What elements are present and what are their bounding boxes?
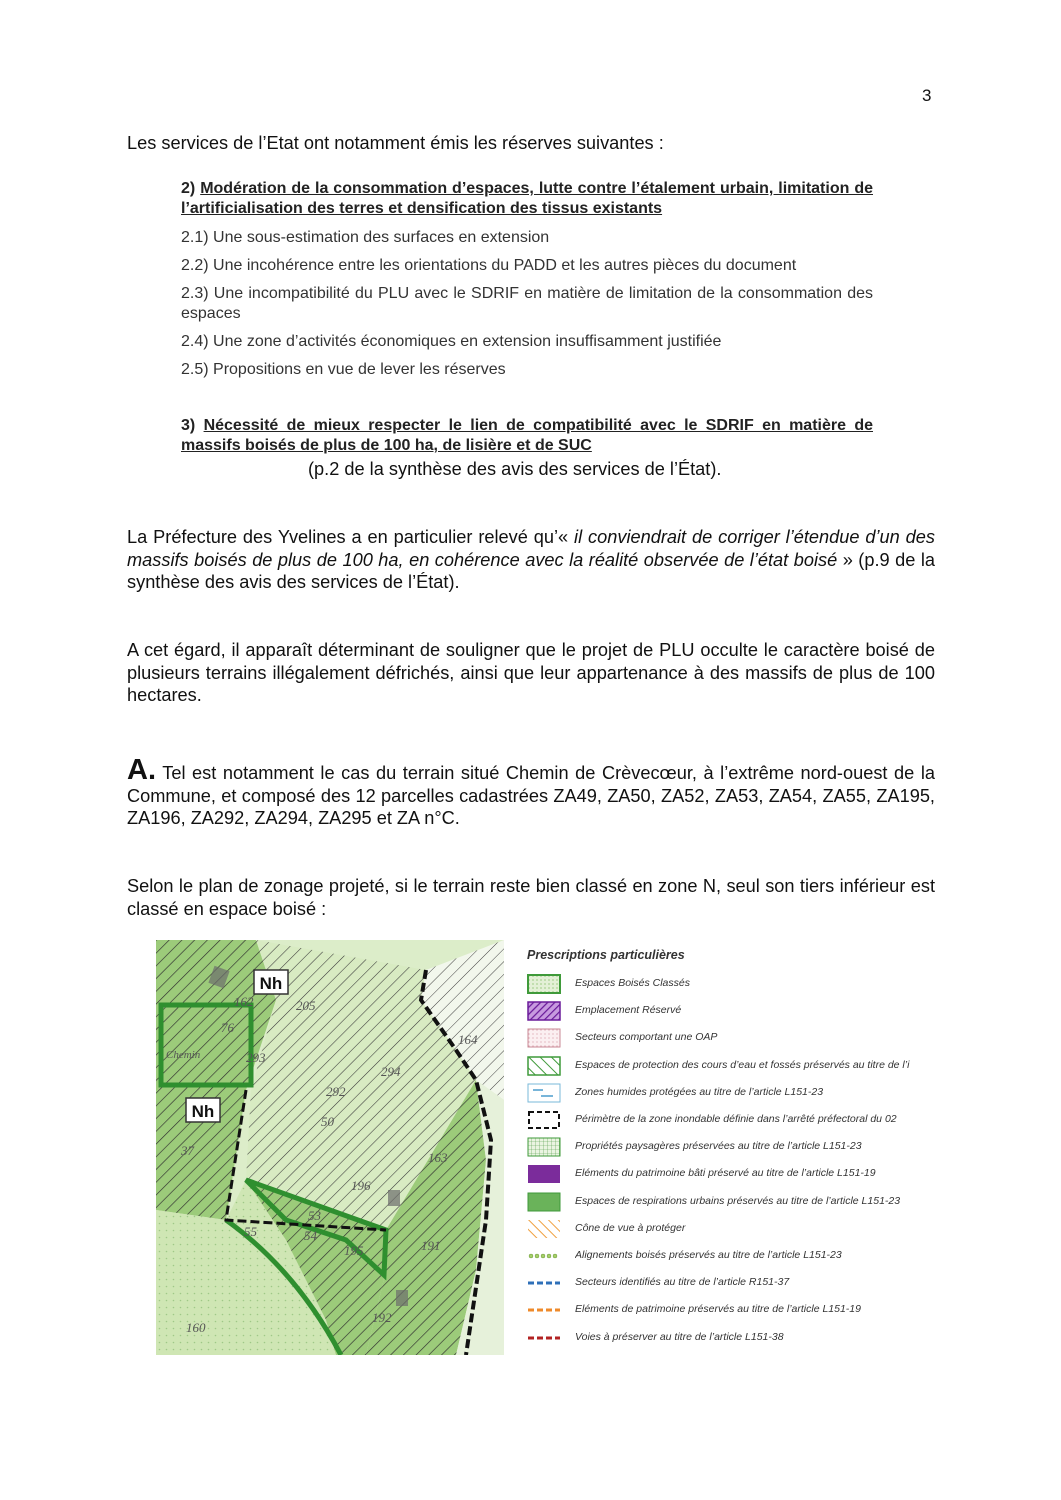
parcel-number: 205: [296, 998, 316, 1013]
legend-item-humide: [527, 1083, 927, 1105]
legend-item-cours: [527, 1056, 927, 1078]
legend-label: Emplacement Réservé: [575, 1004, 682, 1017]
legend-label: Cône de vue à protéger: [575, 1221, 686, 1234]
parcel-number: Chemin: [166, 1049, 201, 1061]
legend-swatch-oap: [527, 1028, 561, 1048]
legend-label: Périmètre de la zone inondable définie dans l’arrêté préfectoral du 02: [575, 1113, 897, 1125]
map-legend: [522, 948, 922, 1358]
legend-swatch-align: [527, 1246, 561, 1266]
legend-label: Espaces de respirations urbains préservés au titre de l’article L151-23: [575, 1194, 901, 1207]
legend-item-rouge: [527, 1328, 927, 1350]
paragraph-A-letter: A.: [127, 754, 156, 786]
legend-swatch-rouge: [527, 1328, 561, 1348]
section3-heading: [181, 416, 873, 456]
parcel-number: 164: [458, 1032, 478, 1047]
zoning-map-svg: [156, 940, 504, 1355]
egard-paragraph: A cet égard, il apparaît déterminant de souligner que le projet de PLU occulte le caractère boisé de plusieurs terrains illégalement défrichés, ainsi que leur appartenance à des massifs de plus de 100 hectares.: [127, 640, 935, 705]
paragraph-A: [127, 754, 935, 830]
paragraph-A-text: Tel est notamment le cas du terrain situé Chemin de Crèvecœur, à l’extrême nord-ouest de la Commune, et composé des 12 parcelles cadastrées ZA49, ZA50, ZA52, ZA53, ZA54, ZA55, ZA195, ZA196, ZA292, ZA294, ZA295 et ZA n°C.: [127, 763, 935, 828]
parcel-number: 192: [372, 1310, 392, 1325]
prefecture-tail: » (p.9 de la synthèse des avis des services de l’État).: [127, 549, 935, 592]
parcel-number: 55: [244, 1224, 257, 1239]
legend-swatch-ebc: [527, 974, 561, 994]
legend-item-align: [527, 1246, 927, 1268]
section2-number: 2): [181, 180, 196, 197]
legend-item-er: [527, 1001, 927, 1023]
legend-swatch-humide: [527, 1083, 561, 1103]
legend-swatch-paysage: [527, 1137, 561, 1157]
legend-label: Espaces Boisés Classés: [575, 977, 690, 989]
prefecture-lead: La Préfecture des Yvelines a en particulier relevé qu’«: [127, 527, 575, 547]
parcel-number: 53: [308, 1208, 321, 1223]
parcel-number: 163: [428, 1150, 448, 1165]
intro-text: Les services de l’Etat ont notamment émis les réserves suivantes :: [127, 133, 664, 153]
legend-item-orange: [527, 1300, 927, 1322]
zoning-map: [156, 940, 504, 1355]
page-number: 3: [922, 86, 932, 105]
section2-title: Modération de la consommation d’espaces, lutte contre l’étalement urbain, limitation de l’artificialisation des terres et densification des tissus existants: [181, 180, 873, 217]
legend-item-bati: [527, 1164, 927, 1186]
legend-label: Espaces de protection des cours d’eau et fossés préservés au titre de l’i: [575, 1058, 910, 1071]
legend-label: Zones humides protégées au titre de l’article L151-23: [575, 1085, 824, 1098]
zone-label-nh-left: Nh: [191, 1102, 215, 1121]
legend-item-cone: [527, 1219, 927, 1241]
legend-item-bleu: [527, 1273, 927, 1295]
prefecture-paragraph: [127, 526, 935, 594]
parcel-number: 76: [221, 1020, 234, 1035]
parcel-number: 37: [181, 1143, 194, 1158]
legend-swatch-inond: [527, 1110, 561, 1130]
legend-swatch-cone: [527, 1219, 561, 1239]
legend-swatch-er: [527, 1001, 561, 1021]
legend-label: Secteurs comportant une OAP: [575, 1031, 718, 1044]
legend-item-respi: [527, 1192, 927, 1214]
parcel-number: 294: [381, 1064, 401, 1079]
parcel-number: 196: [351, 1178, 371, 1193]
citation-p2: (p.2 de la synthèse des avis des services de l’État).: [308, 459, 722, 479]
legend-swatch-cours: [527, 1056, 561, 1076]
parcel-number: 50: [321, 1114, 334, 1129]
legend-swatch-orange: [527, 1300, 561, 1320]
section3-number: 3): [181, 417, 196, 434]
legend-label: Eléments de patrimoine préservés au titre de l’article L151-19: [575, 1303, 861, 1316]
parcel-number: 195: [344, 1243, 364, 1258]
legend-item-paysage: [527, 1137, 927, 1159]
legend-item-oap: [527, 1028, 927, 1050]
legend-title: Prescriptions particulières: [527, 948, 685, 962]
parcel-number: 162: [234, 994, 254, 1009]
section2-heading: [181, 179, 873, 219]
item-2-5: 2.5) Propositions en vue de lever les réserves: [181, 361, 506, 378]
legend-item-inond: [527, 1110, 927, 1132]
legend-label: Secteurs identifiés au titre de l’article R151-37: [575, 1276, 790, 1289]
item-2-4: 2.4) Une zone d’activités économiques en extension insuffisamment justifiée: [181, 333, 722, 350]
item-2-1: 2.1) Une sous-estimation des surfaces en extension: [181, 229, 550, 246]
building: [388, 1190, 400, 1206]
legend-item-ebc: [527, 974, 927, 996]
parcel-number: 293: [246, 1050, 266, 1065]
parcel-number: 54: [304, 1228, 317, 1243]
legend-label: Eléments du patrimoine bâti préservé au titre de l’article L151-19: [575, 1167, 876, 1180]
legend-swatch-bleu: [527, 1273, 561, 1293]
building: [396, 1290, 408, 1306]
legend-label: Alignements boisés préservés au titre de l’article L151-23: [575, 1249, 842, 1261]
zonage-paragraph: Selon le plan de zonage projeté, si le terrain reste bien classé en zone N, seul son tiers inférieur est classé en espace boisé :: [127, 876, 935, 919]
legend-swatch-respi: [527, 1192, 561, 1212]
section3-title: Nécessité de mieux respecter le lien de compatibilité avec le SDRIF en matière de massifs boisés de plus de 100 ha, de lisière et de SUC: [181, 417, 873, 454]
legend-swatch-bati: [527, 1164, 561, 1184]
item-2-2: 2.2) Une incohérence entre les orientations du PADD et les autres pièces du document: [181, 257, 797, 274]
parcel-number: 160: [186, 1320, 206, 1335]
zone-label-nh-top: Nh: [259, 974, 283, 993]
parcel-number: 191: [421, 1238, 441, 1253]
legend-label: Propriétés paysagères préservées au titre de l’article L151-23: [575, 1140, 862, 1153]
prefecture-quote: il conviendrait de corriger l’étendue d’un des massifs boisés de plus de 100 ha, en cohérence avec la réalité observée de l’état boisé: [127, 527, 935, 570]
item-2-3: 2.3) Une incompatibilité du PLU avec le SDRIF en matière de limitation de la consommation des espaces: [181, 285, 873, 322]
parcel-number: 292: [326, 1084, 346, 1099]
legend-label: Voies à préserver au titre de l’article L151-38: [575, 1330, 784, 1343]
